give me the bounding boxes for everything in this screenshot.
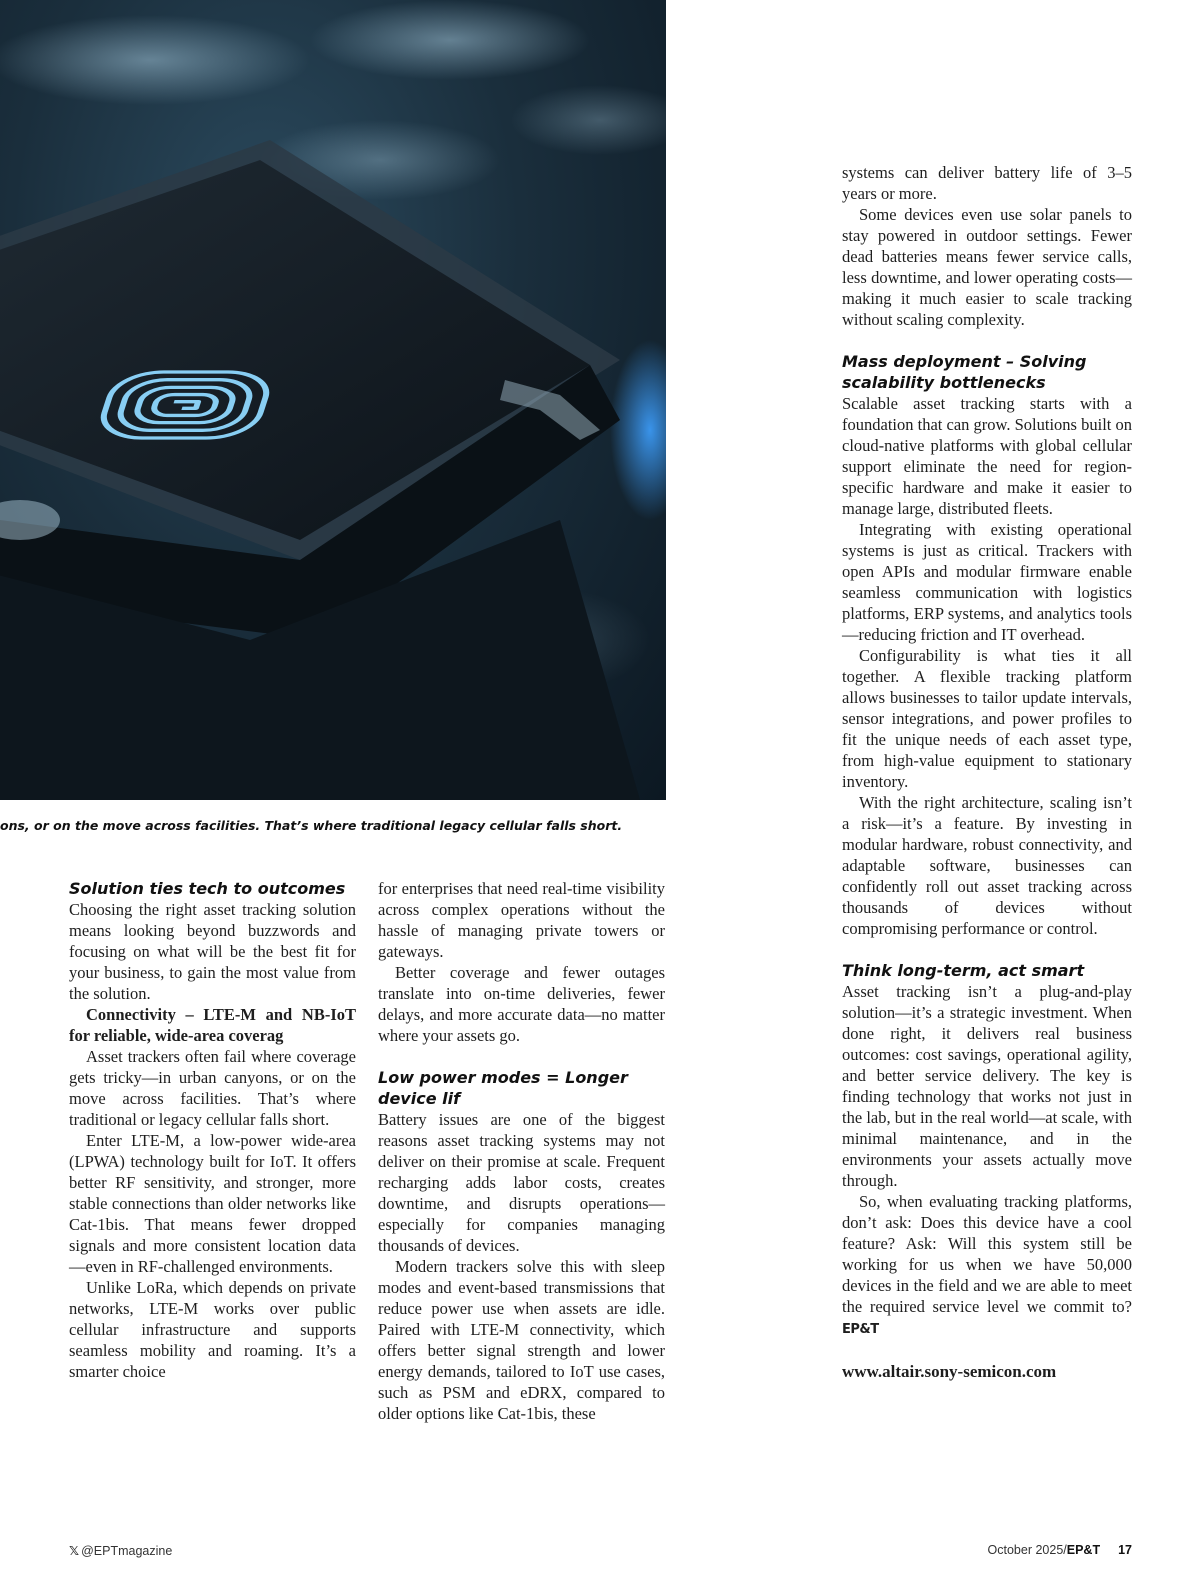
section-heading: Mass deployment – Solving scalability bottlenecks	[842, 352, 1087, 392]
issue-date: October 2025/	[987, 1543, 1067, 1557]
paragraph: for enterprises that need real-time visibility across complex operations without the hassle of managing private towers or gateways.	[378, 879, 665, 961]
paragraph: Unlike LoRa, which depends on private networks, LTE-M works over public cellular infrastructure and supports seamless mobility and roaming. It’s a smarter choice	[69, 1278, 356, 1381]
paragraph: Battery issues are one of the biggest reasons asset tracking systems may not deliver on their promise at scale. Frequent recharging adds labor costs, creates downtime, and disrupts operations—especially for companies managing thousands of devices.	[378, 1110, 665, 1255]
closing-text: So, when evaluating tracking platforms, don’t ask: Does this device have a cool feature? Ask: Will this system still be working for us when we have 50,000 devices in the field and we are able to meet the required service level we commit to?	[842, 1192, 1132, 1316]
hero-photo	[0, 0, 666, 800]
paragraph: Some devices even use solar panels to stay powered in outdoor settings. Fewer dead batteries means fewer service calls, less downtime, and lower operating costs—making it much easier to scale tracking without scaling complexity.	[842, 205, 1132, 329]
paragraph: Integrating with existing operational systems is just as critical. Trackers with open APIs and modular firmware enable seamless communication with logistics platforms, ERP systems, and analytics tools—reducing friction and IT overhead.	[842, 520, 1132, 644]
paragraph: systems can deliver battery life of 3–5 years or more.	[842, 163, 1132, 203]
footer-social	[69, 1543, 172, 1558]
section-heading: Low power modes = Longer device lif	[378, 1068, 628, 1108]
section-heading: Solution ties tech to outcomes	[69, 879, 346, 898]
paragraph: Asset trackers often fail where coverage gets tricky—in urban canyons, or on the move across facilities. That’s where traditional or legacy cellular falls short.	[69, 1047, 356, 1129]
paragraph: Better coverage and fewer outages translate into on-time deliveries, fewer delays, and more accurate data—no matter where your assets go.	[378, 963, 665, 1045]
footer-folio	[988, 1543, 1132, 1557]
article-column-3	[842, 162, 1132, 1382]
magazine-brand: EP&T	[1066, 1543, 1101, 1557]
ept-signoff-logo: EP&T	[842, 1322, 879, 1337]
chip-fingerprint-illustration	[0, 0, 666, 800]
article-column-1	[69, 878, 356, 1382]
paragraph: Modern trackers solve this with sleep modes and event-based transmissions that reduce power use when assets are idle. Paired with LTE-M connectivity, which offers better signal strength and lower energy demands, tailored to IoT use cases, such as PSM and eDRX, compared to older options like Cat-1bis, these	[378, 1257, 665, 1423]
subsection-heading: Connectivity – LTE-M and NB-IoT for reliable, wide-area coverag	[69, 1005, 356, 1045]
paragraph: Enter LTE-M, a low-power wide-area (LPWA) technology built for IoT. It offers better RF sensitivity, and stronger, more stable connections than older networks like Cat-1bis. That means fewer dropped signals and more consistent location data—even in RF-challenged environments.	[69, 1131, 356, 1276]
page-number: 17	[1118, 1543, 1132, 1557]
paragraph: Configurability is what ties it all together. A flexible tracking platform allows businesses to tailor update intervals, sensor integrations, and power profiles to fit the unique needs of each asset type, from high-value equipment to stationary inventory.	[842, 646, 1132, 791]
source-url[interactable]: www.altair.sony-semicon.com	[842, 1362, 1057, 1381]
x-logo-icon: 𝕏	[69, 1543, 80, 1558]
section-heading: Think long-term, act smart	[842, 961, 1085, 980]
photo-caption: ons, or on the move across facilities. That’s where traditional legacy cellular falls short.	[0, 818, 623, 833]
social-handle[interactable]: @EPTmagazine	[81, 1544, 173, 1558]
article-column-2	[378, 878, 665, 1424]
paragraph: Scalable asset tracking starts with a foundation that can grow. Solutions built on cloud-native platforms with global cellular support eliminate the need for region-specific hardware and make it easier to manage large, distributed fleets.	[842, 394, 1132, 518]
closing-paragraph	[842, 1191, 1132, 1340]
paragraph: Asset tracking isn’t a plug-and-play solution—it’s a strategic investment. When done right, it delivers real business outcomes: cost savings, operational agility, and better service delivery. The key is finding technology that works not just in the lab, but in the real world—at scale, with minimal maintenance, and in the environments your assets actually move through.	[842, 982, 1132, 1190]
paragraph: Choosing the right asset tracking solution means looking beyond buzzwords and focusing on what will be the best fit for your business, to gain the most value from the solution.	[69, 900, 356, 1003]
paragraph: With the right architecture, scaling isn’t a risk—it’s a feature. By investing in modular hardware, robust connectivity, and adaptable software, businesses can confidently roll out asset tracking across thousands of devices without compromising performance or control.	[842, 793, 1132, 938]
